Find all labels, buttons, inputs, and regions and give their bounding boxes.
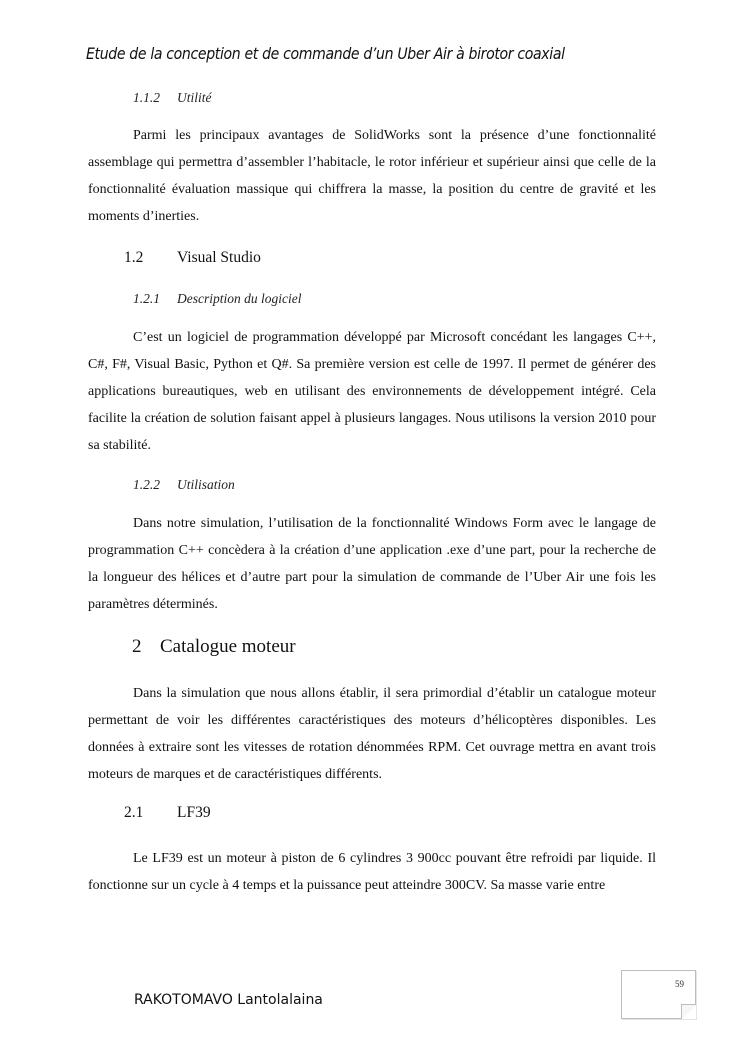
paragraph-visual-studio-utilisation: Dans notre simulation, l’utilisation de la fonctionnalité Windows Form avec le langage de programmation C++ concèdera à la création d’une application .exe d’une part, pour la recherche de la longueur des hélices et d’autre part pour la simulation de commande de l’Uber Air une fois les paramètres déterminés. — [88, 516, 656, 612]
section-heading-visual-studio — [124, 249, 261, 267]
footer-author: RAKOTOMAVO Lantolalaina — [134, 992, 323, 1008]
chapter-title: Catalogue moteur — [160, 636, 296, 657]
subsection-number: 1.2.1 — [133, 291, 160, 306]
page-number-box — [621, 970, 696, 1019]
section-number: 1.2 — [124, 249, 144, 266]
paragraph-catalogue-moteur: Dans la simulation que nous allons établir, il sera primordial d’établir un catalogue moteur permettant de voir les différentes caractéristiques des moteurs d’hélicoptères disponibles. Les données à extraire sont les vitesses de rotation dénommées RPM. Cet ouvrage mettra en avant trois moteurs de marques et de caractéristiques différents. — [88, 686, 656, 782]
section-title: LF39 — [177, 804, 211, 821]
section-heading-lf39 — [124, 804, 211, 822]
section-title: Visual Studio — [177, 249, 261, 266]
subsection-title: Utilité — [177, 90, 212, 105]
subsection-title: Utilisation — [177, 477, 235, 492]
subsection-number: 1.1.2 — [133, 90, 160, 105]
chapter-heading-catalogue-moteur — [132, 636, 296, 658]
subsection-title: Description du logiciel — [177, 291, 302, 306]
paragraph-lf39: Le LF39 est un moteur à piston de 6 cylindres 3 900cc pouvant être refroidi par liquide. Il fonctionne sur un cycle à 4 temps et la puissance peut atteindre 300CV. Sa masse varie entre — [88, 851, 656, 893]
paragraph-visual-studio-description: C’est un logiciel de programmation développé par Microsoft concédant les langages C++, C#, F#, Visual Basic, Python et Q#. Sa première version est celle de 1997. Il permet de générer des applications bureautiques, web en utilisant des environnements de développement intégré. Cela facilite la création de solution faisant appel à plusieurs langages. Nous utilisons la version 2010 pour sa stabilité. — [88, 330, 656, 453]
page-number: 59 — [675, 979, 684, 989]
section-number: 2.1 — [124, 804, 144, 821]
paragraph-solidworks-utilite: Parmi les principaux avantages de SolidWorks sont la présence d’une fonctionnalité assemblage qui permettra d’assembler l’habitacle, le rotor inférieur et supérieur ainsi que celle de la fonctionnalité évaluation massique qui chiffrera la masse, la position du centre de gravité et les moments d’inerties. — [88, 128, 656, 224]
subsection-heading-utilisation — [133, 477, 235, 493]
chapter-number: 2 — [132, 636, 142, 657]
subsection-heading-utilite — [133, 90, 212, 106]
subsection-number: 1.2.2 — [133, 477, 160, 492]
subsection-heading-description — [133, 291, 301, 307]
page-curl-decoration — [681, 1004, 696, 1019]
running-header: Etude de la conception et de commande d’un Uber Air à birotor coaxial — [86, 44, 565, 63]
